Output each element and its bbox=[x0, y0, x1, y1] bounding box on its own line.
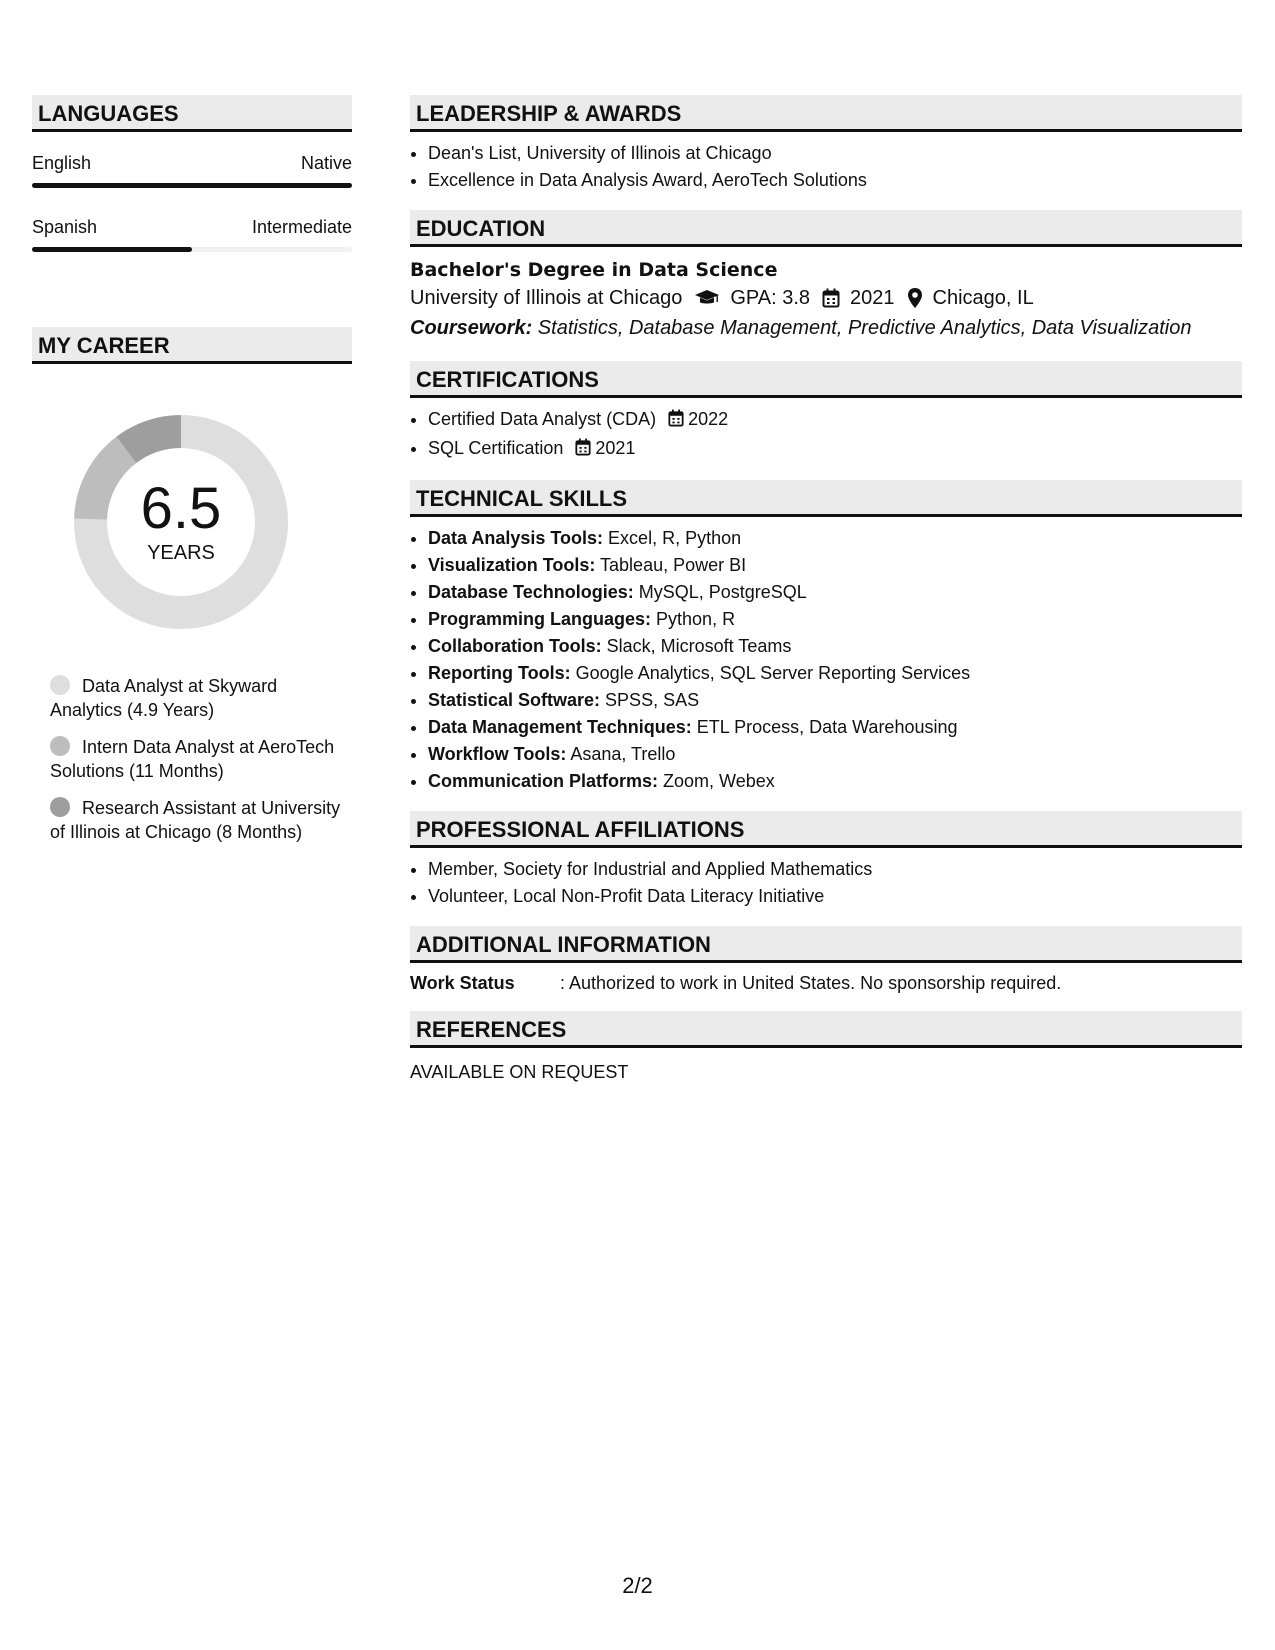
skill-value: Asana, Trello bbox=[566, 744, 676, 764]
legend-dot-icon bbox=[50, 736, 70, 756]
skills-list bbox=[410, 525, 1242, 795]
career-legend-label: Intern Data Analyst at AeroTech Solutions (11 Months) bbox=[50, 737, 335, 781]
certification-name: SQL Certification bbox=[428, 438, 564, 458]
career-donut-chart bbox=[66, 407, 296, 637]
coursework-label: Coursework: bbox=[410, 317, 533, 339]
references-text: AVAILABLE ON REQUEST bbox=[410, 1062, 629, 1082]
career-legend bbox=[50, 674, 352, 844]
leadership-heading: LEADERSHIP & AWARDS bbox=[410, 95, 1242, 132]
skill-label: Data Management Techniques: bbox=[428, 717, 692, 737]
skill-value: Slack, Microsoft Teams bbox=[601, 636, 792, 656]
coursework-list: Statistics, Database Management, Predictive Analytics, Data Visualization bbox=[532, 317, 1192, 339]
career-heading: MY CAREER bbox=[32, 327, 352, 364]
skill-value: MySQL, PostgreSQL bbox=[633, 582, 807, 602]
skill-label: Statistical Software: bbox=[428, 690, 601, 710]
career-legend-item bbox=[50, 735, 352, 783]
work-status-row bbox=[410, 971, 1242, 995]
education-heading: EDUCATION bbox=[410, 210, 1242, 247]
certification-name: Certified Data Analyst (CDA) bbox=[428, 409, 657, 429]
skill-value: ETL Process, Data Warehousing bbox=[691, 717, 958, 737]
skill-item bbox=[428, 552, 1242, 579]
skill-value: Python, R bbox=[651, 609, 736, 629]
certifications-heading: CERTIFICATIONS bbox=[410, 361, 1242, 398]
skill-item bbox=[428, 606, 1242, 633]
skill-item bbox=[428, 714, 1242, 741]
certification-year: 2022 bbox=[688, 409, 729, 429]
language-name: Spanish bbox=[32, 217, 98, 237]
skill-item bbox=[428, 525, 1242, 552]
skill-value: Google Analytics, SQL Server Reporting Services bbox=[570, 663, 971, 683]
list-item: • Excellence in Data Analysis Award, AeroTech Solutions bbox=[428, 167, 1242, 194]
skill-label: Communication Platforms: bbox=[428, 771, 659, 791]
skill-item bbox=[428, 768, 1242, 795]
school-name: University of Illinois at Chicago bbox=[410, 287, 683, 309]
graduation-cap-icon bbox=[694, 289, 720, 307]
language-proficiency-bar bbox=[32, 247, 352, 252]
skill-item bbox=[428, 660, 1242, 687]
calendar-icon bbox=[575, 437, 591, 464]
right-column bbox=[410, 95, 1242, 1084]
left-column bbox=[32, 95, 352, 857]
certification-item bbox=[428, 435, 1242, 464]
leadership-list bbox=[410, 140, 1242, 194]
list-item: • Member, Society for Industrial and Applied Mathematics bbox=[428, 856, 1242, 883]
skill-label: Reporting Tools: bbox=[428, 663, 571, 683]
list-item: • Volunteer, Local Non-Profit Data Literacy Initiative bbox=[428, 883, 1242, 910]
skill-item bbox=[428, 579, 1242, 606]
skills-heading: TECHNICAL SKILLS bbox=[410, 480, 1242, 517]
career-legend-label: Data Analyst at Skyward Analytics (4.9 Years) bbox=[50, 676, 278, 720]
school-location: Chicago, IL bbox=[932, 287, 1034, 309]
language-proficiency-bar bbox=[32, 183, 352, 188]
degree-title: Bachelor's Degree in Data Science bbox=[410, 259, 778, 281]
gpa: GPA: 3.8 bbox=[730, 287, 811, 309]
career-legend-item bbox=[50, 796, 352, 844]
skill-label: Workflow Tools: bbox=[428, 744, 567, 764]
career-total-years: 6.5 bbox=[140, 476, 222, 541]
language-level: Native bbox=[300, 153, 352, 173]
skill-value: Excel, R, Python bbox=[603, 528, 742, 548]
skill-label: Visualization Tools: bbox=[428, 555, 596, 575]
work-status-value: : Authorized to work in United States. No sponsorship required. bbox=[560, 973, 1062, 993]
graduation-year: 2021 bbox=[850, 287, 895, 309]
skill-label: Collaboration Tools: bbox=[428, 636, 602, 656]
languages-heading: LANGUAGES bbox=[32, 95, 352, 132]
affiliations-heading: PROFESSIONAL AFFILIATIONS bbox=[410, 811, 1242, 848]
coursework bbox=[410, 313, 1242, 343]
certifications-list bbox=[410, 406, 1242, 464]
calendar-icon bbox=[822, 288, 840, 308]
skill-value: Tableau, Power BI bbox=[595, 555, 747, 575]
certification-item bbox=[428, 406, 1242, 435]
skill-item bbox=[428, 687, 1242, 714]
skill-label: Programming Languages: bbox=[428, 609, 652, 629]
skill-value: SPSS, SAS bbox=[600, 690, 700, 710]
skill-value: Zoom, Webex bbox=[658, 771, 775, 791]
language-proficiency-fill bbox=[32, 183, 352, 188]
language-name: English bbox=[32, 153, 92, 173]
certification-year: 2021 bbox=[595, 438, 636, 458]
career-total-unit: YEARS bbox=[147, 542, 215, 564]
legend-dot-icon bbox=[50, 797, 70, 817]
skill-label: Data Analysis Tools: bbox=[428, 528, 604, 548]
skill-item bbox=[428, 633, 1242, 660]
calendar-icon bbox=[668, 408, 684, 435]
language-proficiency-fill bbox=[32, 247, 192, 252]
references-heading: REFERENCES bbox=[410, 1011, 1242, 1048]
career-legend-label: Research Assistant at University of Illinois at Chicago (8 Months) bbox=[50, 798, 341, 842]
language-item bbox=[32, 152, 352, 188]
language-item bbox=[32, 216, 352, 252]
page-number: 2/2 bbox=[622, 1573, 653, 1598]
work-status-label: Work Status bbox=[410, 973, 515, 993]
career-legend-item bbox=[50, 674, 352, 722]
additional-info-heading: ADDITIONAL INFORMATION bbox=[410, 926, 1242, 963]
legend-dot-icon bbox=[50, 675, 70, 695]
affiliations-list bbox=[410, 856, 1242, 910]
list-item: • Dean's List, University of Illinois at Chicago bbox=[428, 140, 1242, 167]
skill-label: Database Technologies: bbox=[428, 582, 634, 602]
education-details bbox=[410, 283, 1242, 313]
language-level: Intermediate bbox=[251, 217, 352, 237]
skill-item bbox=[428, 741, 1242, 768]
map-pin-icon bbox=[907, 287, 923, 309]
